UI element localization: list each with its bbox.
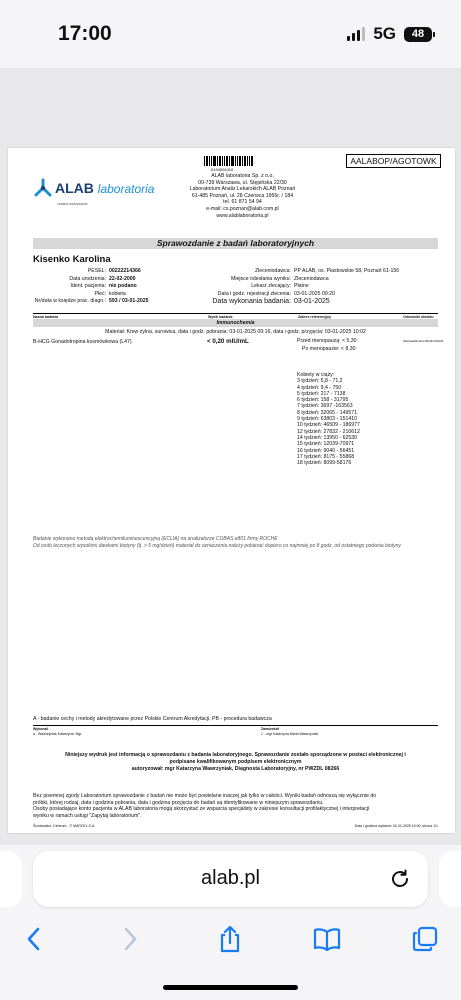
pregnancy-range: 4 tydzień: 9,4 - 750 bbox=[297, 384, 342, 391]
pregnancy-range: 9 tydzień: 63803 - 151410 bbox=[297, 416, 357, 423]
patient-row: Ident. pacjenta: nie podano bbox=[70, 283, 137, 289]
col-name: Nazwa badania bbox=[33, 315, 59, 319]
patient-name: Kisenko Karolina bbox=[33, 254, 111, 265]
pregnancy-header: Kobiety w ciąży: bbox=[297, 372, 335, 378]
pregnancy-range: 7 tydzień: 3697 -163563 bbox=[297, 403, 353, 410]
lab-line: e-mail: cs.poznan@alab.com.pl bbox=[206, 205, 279, 212]
approved-label: Zatwierdził bbox=[261, 727, 280, 731]
exec-date-row: Data wykonania badania: 03-01-2025 bbox=[212, 298, 330, 305]
lab-address bbox=[150, 173, 335, 219]
patient-row: PESEL: 00222214366 bbox=[87, 268, 141, 274]
document-viewer[interactable] bbox=[0, 68, 461, 845]
col-refs: Odnośniki obiektu bbox=[403, 315, 434, 319]
bookmarks-button[interactable] bbox=[309, 921, 345, 957]
report-page bbox=[8, 148, 455, 833]
lab-line: 61-485 Poznań, ul. 28 Czerwca 1956r. / 184 bbox=[191, 192, 294, 199]
electronic-signature-note bbox=[33, 752, 438, 773]
back-button[interactable] bbox=[16, 921, 52, 957]
lab-line: 00-739 Warszawa, ul. Stępińska 22/30 bbox=[198, 179, 287, 186]
print-date: Data i godzina wydania: 03-01-2025 16:00, strona 1/1 bbox=[354, 824, 438, 828]
order-code: AALABOP/AGOTOWK bbox=[346, 154, 441, 168]
alab-logo-text: ALAB laboratoria bbox=[55, 180, 155, 196]
patient-details bbox=[33, 268, 163, 306]
patient-row: Nr/data w księdze prac. diagn.: 593 / 03-01-2025 bbox=[34, 298, 149, 304]
test-reference bbox=[297, 338, 357, 353]
signal-icon bbox=[347, 27, 365, 41]
test-result: < 0,20 mIU/mL bbox=[207, 338, 249, 345]
tabs-icon bbox=[411, 925, 439, 953]
note-line: Badanie wykonano metodą elektrochemiluminescencyjną (ECLIA) na analizatorze COBAS e801 firmy ROCHE bbox=[33, 536, 278, 542]
approved-value: 1 - mgr Katarzyna Maria Wawrzyniak bbox=[261, 732, 319, 736]
section-header: Immunochemia bbox=[33, 319, 438, 327]
patient-row: Data urodzenia: 22-02-2000 bbox=[69, 275, 136, 282]
ref-line: Po menopauzie: < 8,30 bbox=[302, 345, 356, 352]
alab-logo-icon bbox=[33, 178, 53, 200]
signature-line: podpisane kwalifikowanym podpisem elektronicznym bbox=[169, 759, 302, 765]
browser-bottom-bar bbox=[0, 845, 461, 1000]
report-title: Sprawozdanie z badań laboratoryjnych bbox=[33, 238, 438, 249]
pregnancy-range: 12 tydzień: 27832 - 210612 bbox=[297, 428, 360, 435]
disclaimer-line: Bez pisemnej zgody Laboratorium sprawozdanie z badań nie może być powielane inaczej jak tylko w całości. Wyniki badań odnoszą się wyłącznie do bbox=[33, 793, 377, 799]
pregnancy-range: 6 tydzień: 158 - 31795 bbox=[297, 397, 349, 404]
lab-line: tel. 61 871 54 94 bbox=[223, 199, 262, 206]
home-indicator[interactable] bbox=[163, 985, 298, 990]
pregnancy-range: 18 tydzień: 8099-58176 bbox=[297, 460, 352, 467]
ref-line: Przed menopauzą: < 5,30 bbox=[297, 338, 357, 344]
reload-icon[interactable] bbox=[388, 867, 412, 891]
signature-line: autoryzował: mgr Katarzyna Wawrzyniak, Diagnosta Laboratoryjny, nr PWZDL 08266 bbox=[131, 766, 340, 772]
battery-level: 48 bbox=[404, 27, 432, 42]
test-name: B-HCG Gonadotropina kosmówkowa (L47) bbox=[33, 339, 132, 345]
order-details bbox=[206, 268, 451, 306]
pregnancy-range: 17 tydzień: 8175 - 55868 bbox=[297, 453, 355, 460]
col-reference: Zakres referencyjny bbox=[298, 315, 332, 319]
patient-row: Płeć: kobieta bbox=[94, 290, 126, 297]
disclaimer-line: Osoby posiadające konto pacjenta w ALAB laboratoria mogą skorzystać ze wsparcia specjalisty w zakresie konsultacji profilaktycznej i interpretacji bbox=[33, 806, 370, 813]
share-button[interactable] bbox=[212, 921, 248, 957]
col-result: Wynik badania bbox=[208, 315, 233, 319]
forward-button[interactable] bbox=[112, 921, 148, 957]
performed-label: Wykonali bbox=[33, 727, 49, 731]
order-row: Lekarz zlecający: Płatne bbox=[251, 283, 309, 289]
disclaimer bbox=[33, 793, 438, 819]
barcode-number: 6194526410 bbox=[211, 167, 234, 172]
previous-tab-peek[interactable] bbox=[0, 851, 22, 907]
chevron-left-icon bbox=[23, 926, 45, 952]
url-text[interactable]: alab.pl bbox=[201, 867, 260, 889]
pregnancy-range: 15 tydzień: 12039-70971 bbox=[297, 441, 355, 448]
lab-line: Laboratorium Analiz Lekarskich ALAB Poznań bbox=[189, 186, 296, 193]
status-bar bbox=[0, 0, 461, 68]
barcode bbox=[204, 156, 254, 166]
status-time: 17:00 bbox=[58, 22, 112, 45]
material-info: Materiał: Krew żylna, surowica, data i godz. pobrania: 03-01-2025 09:16, data i godz. przyjęcia: 03-01-2025 10:02 bbox=[105, 329, 366, 335]
status-indicators bbox=[347, 24, 435, 44]
test-method-code: Wielowa/Rozha.Wk34/r4/2024 bbox=[403, 339, 444, 343]
browser-toolbar bbox=[0, 921, 461, 961]
method-note bbox=[33, 536, 438, 549]
battery-icon bbox=[404, 27, 435, 42]
pregnancy-range: 5 tydzień: 217 - 7138 bbox=[297, 390, 346, 397]
pregnancy-range: 3 tydzień: 5,8 - 71,2 bbox=[297, 378, 343, 385]
chevron-right-icon bbox=[119, 926, 141, 952]
signatures bbox=[33, 725, 438, 736]
order-row: Miejsce odesłania wyniku: Zleceniodawca bbox=[231, 275, 329, 282]
order-row: Zleceniodawca: PP ALAB, os. Piastowskie 58, Poznań 61-156 bbox=[254, 268, 400, 274]
share-icon bbox=[217, 924, 243, 954]
pregnancy-range: 16 tydzień: 9040 - 56451 bbox=[297, 447, 355, 454]
environment-note: Środowisko: Centrum - © MARCEL S.A. bbox=[33, 824, 96, 828]
note-line: Od osób leczonych wysokimi dawkami biotyny (tj. > 5 mg/dzień) materiał do oznaczenia należy pobierać dopiero co najmniej po 8 godz. od ostatniego podania biotyny bbox=[33, 542, 401, 549]
pregnancy-range: 10 tydzień: 46509 - 186977 bbox=[297, 422, 360, 429]
tabs-button[interactable] bbox=[407, 921, 443, 957]
book-icon bbox=[312, 926, 342, 952]
performed-value: a - Wawrzyniak Katarzyna, Mgr bbox=[33, 732, 82, 736]
address-bar[interactable] bbox=[33, 851, 428, 907]
order-row: Data i godz. rejestracji zlecenia: 03-01-2025 09:20 bbox=[217, 290, 335, 297]
next-tab-peek[interactable] bbox=[439, 851, 461, 907]
pregnancy-range: 14 tydzień: 13950 - 62530 bbox=[297, 434, 357, 441]
signature-line: Niniejszy wydruk jest informacją o sprawozdaniu z badania laboratoryjnego. Sprawozdanie zostało sporządzone w postaci elektronicznej i bbox=[65, 752, 406, 758]
disclaimer-line: próbki, której rodzaj, data i godzina pobrania, data i godzina przyjęcia do badań są identyfikowane w niniejszym sprawozdaniu. bbox=[33, 799, 324, 806]
lab-line: ALAB laboratoria Sp. z o.o. bbox=[211, 173, 274, 179]
pregnancy-ranges bbox=[297, 372, 360, 466]
accreditation-note: A - badanie cechy i metody akredytowane przez Polskie Centrum Akredytacji, PB - procedura badawcza bbox=[33, 716, 272, 722]
alab-slogan: zmiana warzywanie bbox=[57, 202, 88, 206]
pregnancy-range: 8 tydzień: 32065 - 149571 bbox=[297, 409, 357, 416]
disclaimer-line: wyniku w ramach usługi "Zapytaj laboratorium". bbox=[33, 812, 142, 819]
network-label: 5G bbox=[373, 24, 396, 43]
lab-line: www.alablaboratoria.pl bbox=[216, 212, 269, 219]
